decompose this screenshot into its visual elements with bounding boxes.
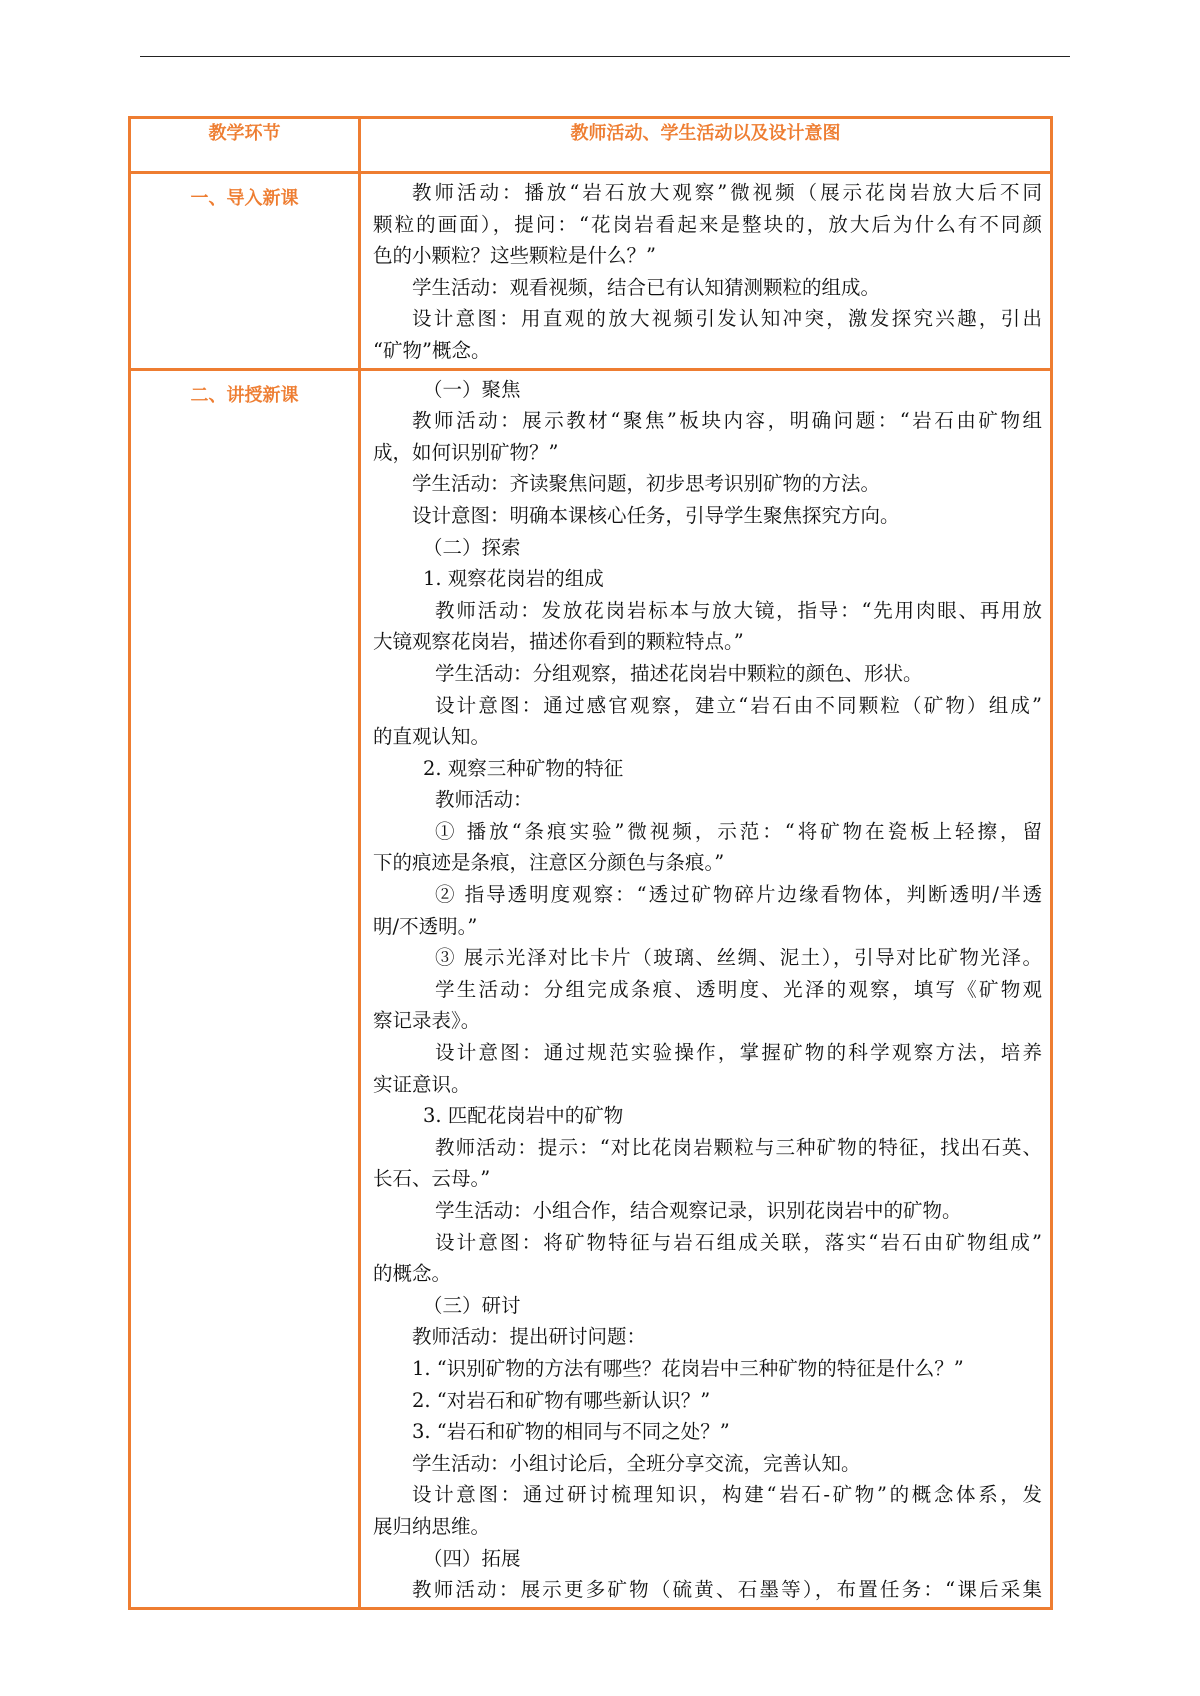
paragraph-line: 察记录表》。	[373, 1009, 481, 1033]
paragraph-line: 2. “对岩石和矿物有哪些新认识？”	[412, 1388, 711, 1412]
section-row-intro	[130, 173, 1052, 370]
paragraph-line: （二）探索	[423, 535, 521, 559]
paragraph-line: 设计意图：明确本课核心任务，引导学生聚焦探究方向。	[412, 503, 900, 527]
paragraph-line: 1. 观察花岗岩的组成	[423, 567, 604, 591]
section-content-intro	[361, 174, 1050, 368]
section-label-cell	[130, 369, 360, 1608]
paragraph-line: 大镜观察花岗岩，描述你看到的颗粒特点。”	[373, 630, 744, 654]
header-rule	[140, 56, 1070, 57]
header-activities-label: 教师活动、学生活动以及设计意图	[570, 123, 841, 144]
paragraph-line: 设计意图：将矿物特征与岩石组成关联，落实“岩石由矿物组成”	[435, 1230, 1042, 1254]
paragraph-line: 教师活动：展示教材“聚焦”板块内容，明确问题：“岩石由矿物组	[412, 409, 1042, 433]
section-content-teaching	[361, 371, 1050, 1607]
section-content-cell	[360, 173, 1052, 370]
table-header-row	[130, 118, 1052, 173]
paragraph-line: 下的痕迹是条痕，注意区分颜色与条痕。”	[373, 851, 725, 875]
section-label-intro: 一、导入新课	[190, 188, 299, 209]
paragraph-line: 学生活动：分组观察，描述花岗岩中颗粒的颜色、形状。	[435, 661, 923, 685]
header-stage-label: 教学环节	[208, 123, 281, 144]
paragraph-line: 教师活动：展示更多矿物（硫黄、石墨等），布置任务：“课后采集	[412, 1578, 1042, 1602]
section-row-teaching	[130, 369, 1052, 1608]
paragraph-line: 明/不透明。”	[373, 914, 478, 938]
paragraph-line: 设计意图：用直观的放大视频引发认知冲突，激发探究兴趣，引出	[412, 307, 1042, 331]
section-label-cell	[130, 173, 360, 370]
paragraph-line: ① 播放“条痕实验”微视频，示范：“将矿物在瓷板上轻擦，留	[435, 819, 1042, 843]
paragraph-line: ③ 展示光泽对比卡片（玻璃、丝绸、泥土），引导对比矿物光泽。	[435, 946, 1042, 970]
paragraph-line: 的直观认知。	[373, 725, 491, 749]
paragraph-line: 学生活动：观看视频，结合已有认知猜测颗粒的组成。	[412, 275, 881, 299]
paragraph-line: ② 指导透明度观察：“透过矿物碎片边缘看物体，判断透明/半透	[435, 883, 1042, 907]
paragraph-line: （一）聚焦	[423, 377, 521, 401]
section-content-cell	[360, 369, 1052, 1608]
paragraph-line: 教师活动：	[435, 788, 533, 812]
paragraph-line: 展归纳思维。	[373, 1514, 491, 1538]
paragraph-line: 3. “岩石和矿物的相同与不同之处？”	[412, 1420, 730, 1444]
header-cell-activities	[360, 118, 1052, 173]
header-cell-stage	[130, 118, 360, 173]
paragraph-line: 1. “识别矿物的方法有哪些？花岗岩中三种矿物的特征是什么？”	[412, 1356, 964, 1380]
paragraph-line: 2. 观察三种矿物的特征	[423, 756, 624, 780]
section-label-teaching: 二、讲授新课	[190, 384, 299, 406]
paragraph-line: 设计意图：通过规范实验操作，掌握矿物的科学观察方法，培养	[435, 1041, 1042, 1065]
paragraph-line: （四）拓展	[423, 1546, 521, 1570]
paragraph-line: 学生活动：小组讨论后，全班分享交流，完善认知。	[412, 1451, 861, 1475]
paragraph-line: 学生活动：齐读聚焦问题，初步思考识别矿物的方法。	[412, 472, 881, 496]
paragraph-line: 教师活动：发放花岗岩标本与放大镜，指导：“先用肉眼、再用放	[435, 598, 1042, 622]
paragraph-line: 教师活动：提示：“对比花岗岩颗粒与三种矿物的特征，找出石英、	[435, 1135, 1042, 1159]
paragraph-line: 学生活动：小组合作，结合观察记录，识别花岗岩中的矿物。	[435, 1199, 962, 1222]
paragraph-line: 色的小颗粒？这些颗粒是什么？”	[373, 244, 656, 268]
paragraph-line: 长石、云母。”	[373, 1167, 491, 1191]
paragraph-line: 设计意图：通过研讨梳理知识，构建“岩石-矿物”的概念体系，发	[412, 1483, 1042, 1507]
paragraph-line: “矿物”概念。	[373, 338, 491, 362]
lesson-plan-table	[128, 116, 1053, 1610]
paragraph-line: 设计意图：通过感官观察，建立“岩石由不同颗粒（矿物）组成”	[435, 693, 1042, 717]
paragraph-line: 教师活动：提出研讨问题：	[412, 1325, 647, 1349]
paragraph-line: （三）研讨	[423, 1293, 521, 1317]
paragraph-line: 颗粒的画面），提问：“花岗岩看起来是整块的，放大后为什么有不同颜	[373, 212, 1042, 236]
paragraph-line: 教师活动：播放“岩石放大观察”微视频（展示花岗岩放大后不同	[412, 181, 1042, 204]
paragraph-line: 3. 匹配花岗岩中的矿物	[423, 1104, 624, 1128]
paragraph-line: 学生活动：分组完成条痕、透明度、光泽的观察，填写《矿物观	[435, 977, 1042, 1001]
paragraph-line: 实证意识。	[373, 1072, 471, 1096]
paragraph-line: 的概念。	[373, 1262, 452, 1286]
paragraph-line: 成，如何识别矿物？”	[373, 440, 559, 464]
